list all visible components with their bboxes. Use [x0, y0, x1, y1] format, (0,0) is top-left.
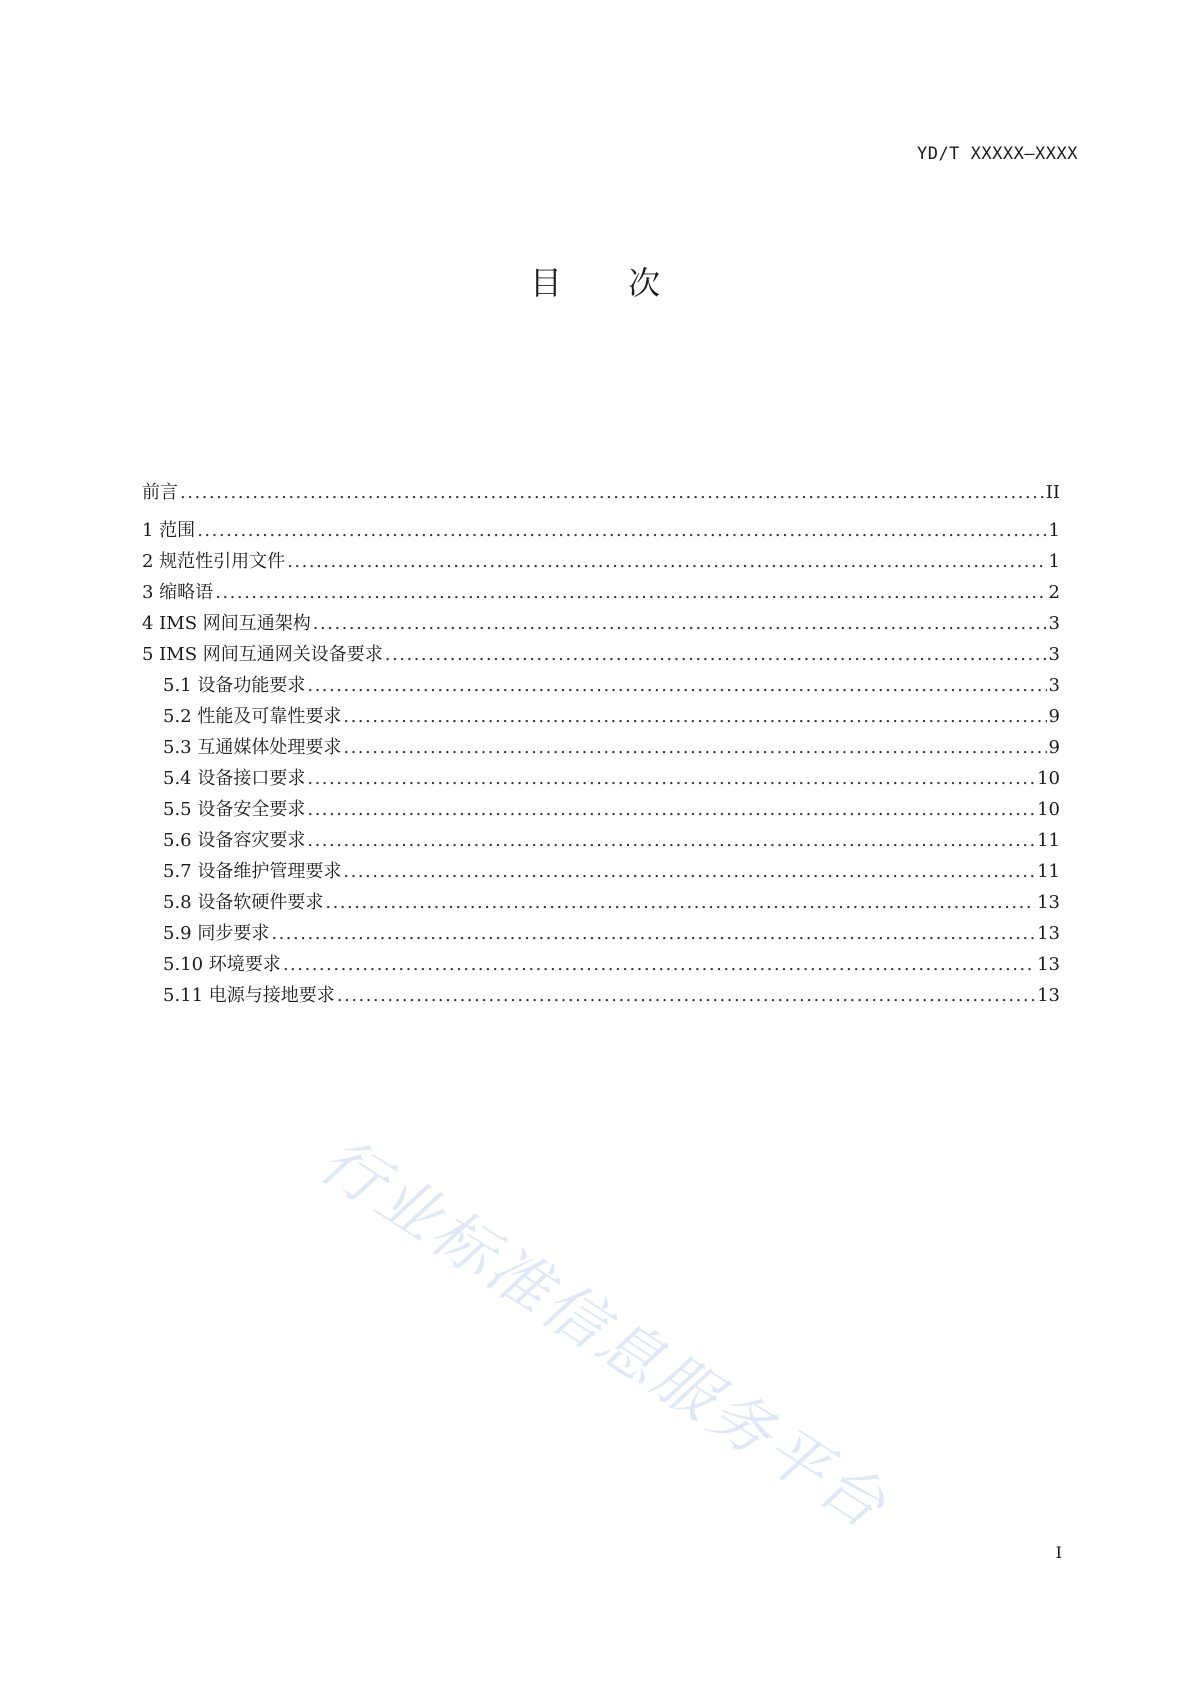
- toc-entry-page: 11: [1037, 830, 1060, 851]
- toc-dot-leader: [313, 613, 1047, 634]
- toc-entry-page: II: [1045, 482, 1060, 503]
- toc-entry-5-4[interactable]: [142, 764, 1060, 795]
- toc-dot-leader: [325, 892, 1035, 913]
- toc-entry-label: 5.4 设备接口要求: [163, 768, 306, 789]
- toc-entry-page: 11: [1037, 861, 1060, 882]
- toc-entry-5-1[interactable]: [142, 671, 1060, 702]
- toc-entry-page: 1: [1048, 551, 1060, 572]
- toc-entry-label: 5.7 设备维护管理要求: [163, 861, 342, 882]
- toc-entry-label: 5.11 电源与接地要求: [163, 985, 335, 1006]
- toc-entry-foreword[interactable]: [142, 478, 1060, 509]
- toc-entry-label: 1 范围: [142, 520, 196, 541]
- page-number: I: [1055, 1543, 1062, 1562]
- toc-entry-label: 5 IMS 网间互通网关设备要求: [142, 644, 383, 665]
- toc-entry-5-11[interactable]: [142, 981, 1060, 1012]
- toc-entry-page: 3: [1048, 675, 1060, 696]
- toc-dot-leader: [343, 737, 1046, 758]
- toc-entry-5-6[interactable]: [142, 826, 1060, 857]
- toc-entry-page: 1: [1048, 520, 1060, 541]
- toc-entry-5-7[interactable]: [142, 857, 1060, 888]
- toc-entry-5-3[interactable]: [142, 733, 1060, 764]
- table-of-contents: [142, 478, 1060, 1012]
- toc-dot-leader: [271, 923, 1035, 944]
- toc-entry-5-9[interactable]: [142, 919, 1060, 950]
- toc-entry-label: 5.2 性能及可靠性要求: [163, 706, 342, 727]
- toc-dot-leader: [307, 799, 1035, 820]
- toc-entry-label: 3 缩略语: [142, 582, 214, 603]
- toc-dot-leader: [343, 861, 1035, 882]
- page-title: 目 次: [529, 264, 689, 302]
- toc-entry-page: 13: [1037, 892, 1060, 913]
- toc-entry-5[interactable]: [142, 640, 1060, 671]
- toc-entry-label: 5.9 同步要求: [163, 923, 270, 944]
- toc-dot-leader: [180, 482, 1044, 503]
- toc-entry-1[interactable]: [142, 516, 1060, 547]
- toc-entry-5-2[interactable]: [142, 702, 1060, 733]
- toc-dot-leader: [197, 520, 1046, 541]
- toc-entry-label: 5.1 设备功能要求: [163, 675, 306, 696]
- toc-entry-page: 10: [1037, 768, 1060, 789]
- toc-entry-3[interactable]: [142, 578, 1060, 609]
- toc-dot-leader: [307, 830, 1035, 851]
- watermark-text: 行业标准信息服务平台: [307, 1123, 901, 1544]
- toc-entry-label: 5.3 互通媒体处理要求: [163, 737, 342, 758]
- toc-entry-page: 10: [1037, 799, 1060, 820]
- toc-entry-page: 3: [1048, 613, 1060, 634]
- toc-dot-leader: [337, 985, 1035, 1006]
- toc-entry-page: 2: [1048, 582, 1060, 603]
- document-code: YD/T XXXXX—XXXX: [916, 144, 1078, 164]
- toc-entry-page: 9: [1048, 737, 1060, 758]
- toc-entry-5-8[interactable]: [142, 888, 1060, 919]
- toc-dot-leader: [385, 644, 1047, 665]
- toc-entry-label: 5.5 设备安全要求: [163, 799, 306, 820]
- toc-entry-label: 5.10 环境要求: [163, 954, 281, 975]
- toc-entry-page: 13: [1037, 954, 1060, 975]
- toc-entry-label: 前言: [142, 482, 178, 503]
- toc-dot-leader: [343, 706, 1046, 727]
- toc-entry-page: 3: [1048, 644, 1060, 665]
- toc-entry-page: 13: [1037, 985, 1060, 1006]
- toc-entry-page: 13: [1037, 923, 1060, 944]
- toc-entry-4[interactable]: [142, 609, 1060, 640]
- toc-entry-label: 4 IMS 网间互通架构: [142, 613, 311, 634]
- toc-entry-label: 5.6 设备容灾要求: [163, 830, 306, 851]
- toc-entry-page: 9: [1048, 706, 1060, 727]
- toc-dot-leader: [287, 551, 1046, 572]
- toc-dot-leader: [307, 768, 1035, 789]
- toc-entry-label: 5.8 设备软硬件要求: [163, 892, 324, 913]
- toc-dot-leader: [215, 582, 1046, 603]
- toc-entry-2[interactable]: [142, 547, 1060, 578]
- toc-entry-5-10[interactable]: [142, 950, 1060, 981]
- toc-dot-leader: [307, 675, 1046, 696]
- toc-entry-label: 2 规范性引用文件: [142, 551, 286, 572]
- toc-entry-5-5[interactable]: [142, 795, 1060, 826]
- toc-dot-leader: [283, 954, 1035, 975]
